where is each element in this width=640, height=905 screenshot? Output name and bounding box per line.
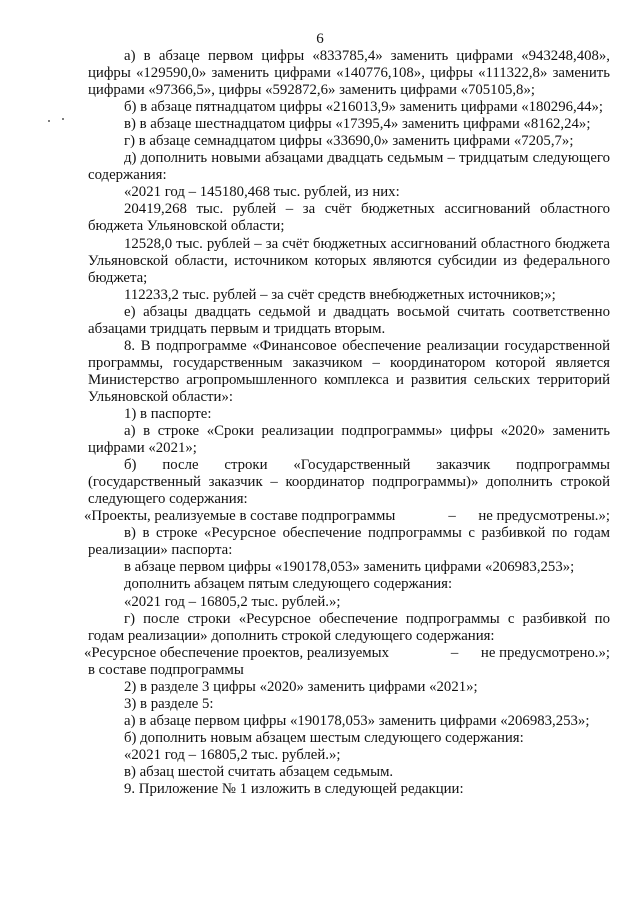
paragraph-regional-budget: 20419,268 тыс. рублей – за счёт бюджетных ассигнований областного бюджета Ульяновской области; — [88, 201, 610, 235]
inserted-row-tail: не предусмотрено.»; — [480, 644, 610, 661]
inserted-row-tail: не предусмотрены.»; — [478, 508, 610, 525]
paragraph-7a: а) в абзаце первом цифры «833785,4» заменить цифрами «943248,408», цифры «129590,0» заменить цифрами «140776,108», цифры «111322,8» заменить цифрами «97366,5», цифры «592872,6» заменить цифрами «705105,8»; — [88, 48, 610, 99]
paragraph-passport: 1) в паспорте: — [124, 405, 212, 422]
paragraph-7b: б) в абзаце пятнадцатом цифры «216013,9» заменить цифрами «180296,44»; — [124, 99, 604, 116]
inserted-row-projects — [84, 508, 610, 525]
paragraph-5b: б) дополнить новым абзацем шестым следующего содержания: — [124, 729, 524, 746]
paragraph-5-2021: «2021 год – 16805,2 тыс. рублей.»; — [124, 746, 341, 763]
paragraph-item-9: 9. Приложение № 1 изложить в следующей редакции: — [124, 781, 464, 798]
paragraph-7g: г) в абзаце семнадцатом цифры «33690,0» заменить цифрами «7205,7»; — [124, 133, 574, 150]
scan-speck — [62, 118, 64, 120]
page-number: 6 — [316, 31, 324, 47]
paragraph-section-3: 2) в разделе 3 цифры «2020» заменить цифрами «2021»; — [124, 678, 478, 695]
paragraph-8v-fifth: дополнить абзацем пятым следующего содержания: — [124, 576, 453, 593]
paragraph-8v: в) в строке «Ресурсное обеспечение подпрограммы с разбивкой по годам реализации» паспорта: — [88, 525, 610, 559]
paragraph-2021-line: «2021 год – 16805,2 тыс. рублей.»; — [124, 593, 341, 610]
scan-speck — [48, 120, 50, 122]
inserted-row-lead: «Проекты, реализуемые в составе подпрограммы — [84, 508, 396, 525]
paragraph-7v: в) в абзаце шестнадцатом цифры «17395,4» заменить цифрами «8162,24»; — [124, 116, 591, 133]
paragraph-federal-subsidies: 12528,0 тыс. рублей – за счёт бюджетных ассигнований областного бюджета Ульяновской области, источником которых являются субсидии из федерального бюджета; — [88, 235, 610, 286]
inserted-row-dash: – — [450, 644, 459, 661]
paragraph-7e: е) абзацы двадцать седьмой и двадцать восьмой считать соответственно абзацами тридцать первым и тридцать вторым. — [88, 303, 610, 337]
paragraph-2021-total: «2021 год – 145180,468 тыс. рублей, из них: — [124, 184, 400, 201]
paragraph-extrabudgetary: 112233,2 тыс. рублей – за счёт средств внебюджетных источников;»; — [124, 286, 556, 303]
paragraph-section-5: 3) в разделе 5: — [124, 695, 214, 712]
paragraph-8b: б) после строки «Государственный заказчик подпрограммы (государственный заказчик – координатор подпрограммы)» дополнить строкой следующего содержания: — [88, 457, 610, 508]
inserted-row-lead: «Ресурсное обеспечение проектов, реализуемых — [84, 644, 390, 661]
paragraph-5a: а) в абзаце первом цифры «190178,053» заменить цифрами «206983,253»; — [124, 712, 590, 729]
paragraph-8v-first: в абзаце первом цифры «190178,053» заменить цифрами «206983,253»; — [124, 559, 575, 576]
paragraph-8g: г) после строки «Ресурсное обеспечение подпрограммы с разбивкой по годам реализации» дополнить строкой следующего содержания: — [88, 610, 610, 644]
paragraph-8a: а) в строке «Сроки реализации подпрограммы» цифры «2020» заменить цифрами «2021»; — [88, 423, 610, 457]
paragraph-7d: д) дополнить новыми абзацами двадцать седьмым – тридцатым следующего содержания: — [88, 150, 610, 184]
paragraph-5v: в) абзац шестой считать абзацем седьмым. — [124, 763, 394, 780]
paragraph-item-8: 8. В подпрограмме «Финансовое обеспечение реализации государственной программы, государственным заказчиком – координатором которой является Министерство агропромышленного комплекса и развития сельских территорий Ульяновской области»: — [88, 337, 610, 405]
inserted-row-resources — [84, 645, 610, 662]
inserted-row-continuation: в составе подпрограммы — [88, 661, 244, 678]
inserted-row-dash: – — [448, 508, 456, 525]
document-body — [84, 48, 610, 798]
